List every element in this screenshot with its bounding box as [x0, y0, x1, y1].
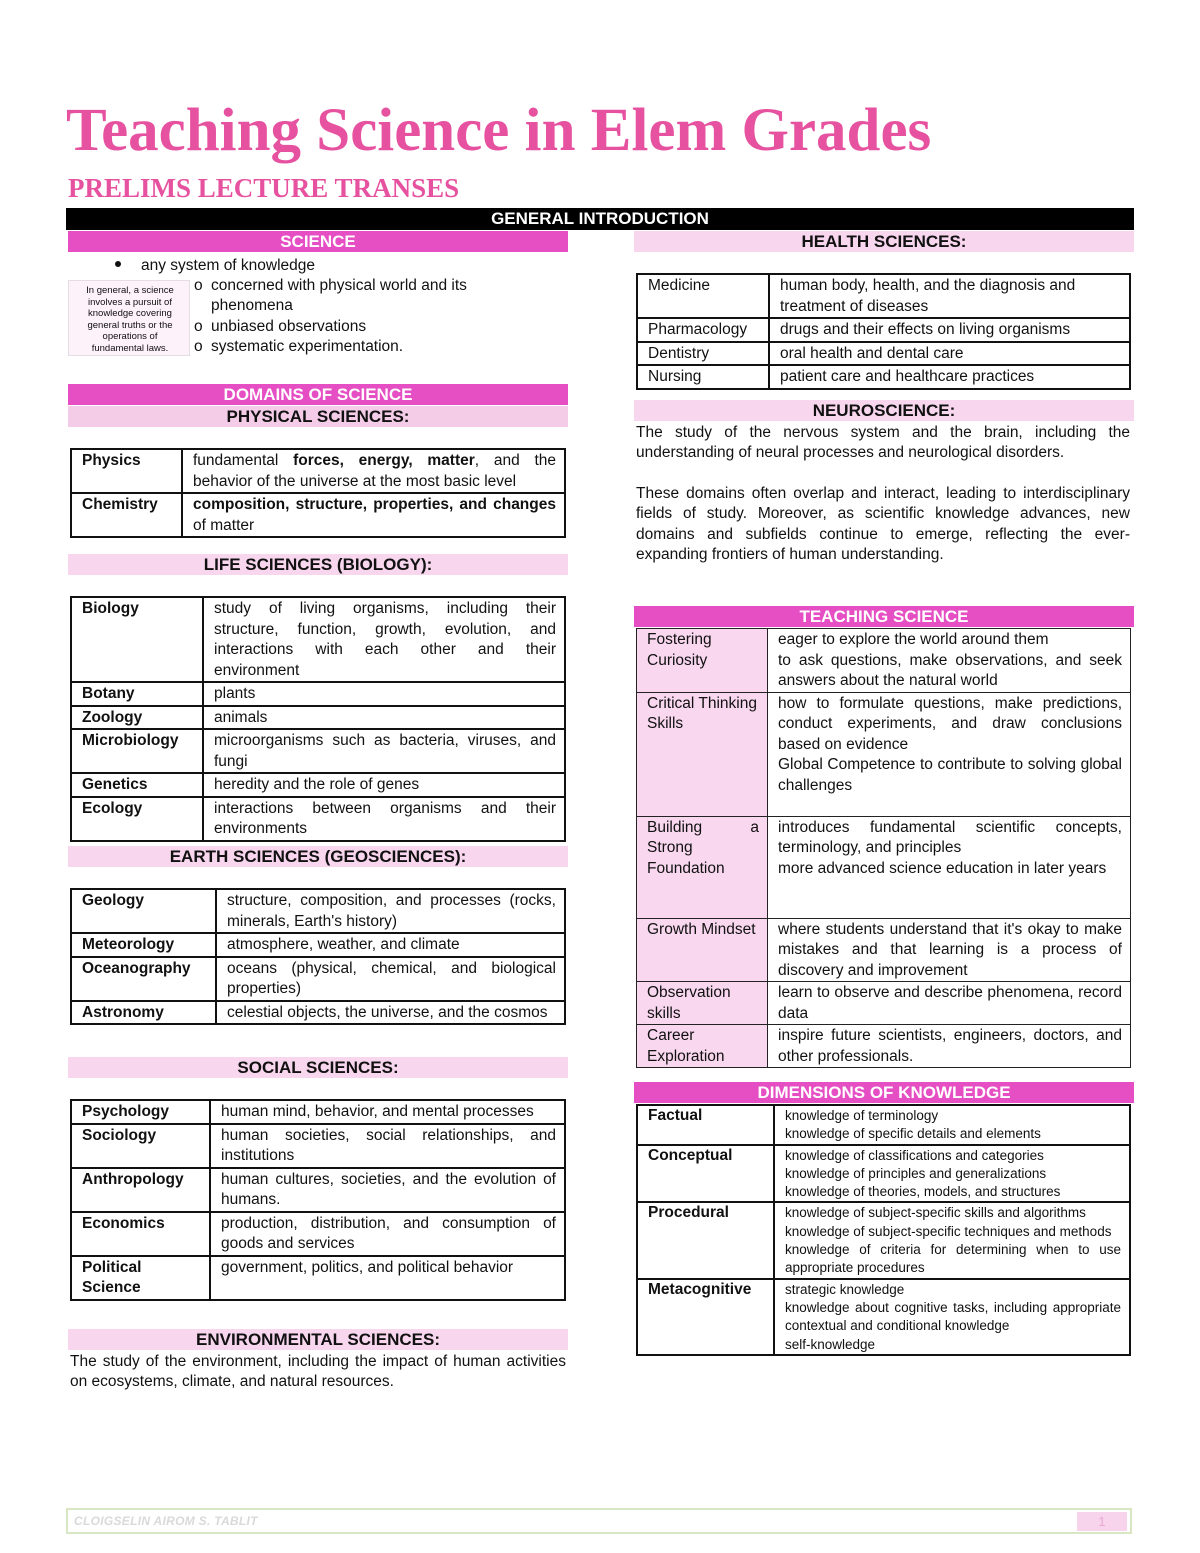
desc-cell: knowledge of terminology knowledge of specific details and elements — [774, 1105, 1130, 1145]
term-cell: Factual — [637, 1105, 774, 1145]
desc-cell: celestial objects, the universe, and the cosmos — [216, 1001, 565, 1025]
callout-line: involves a pursuit of — [88, 296, 172, 308]
general-introduction-bar: GENERAL INTRODUCTION — [66, 208, 1134, 230]
table-row — [637, 816, 1131, 918]
document-subtitle: PRELIMS LECTURE TRANSES — [68, 173, 460, 203]
table-row — [71, 1100, 565, 1124]
social-sciences-table — [70, 1099, 566, 1301]
table-row — [71, 1001, 565, 1025]
circle-bullet-icon: o — [194, 337, 203, 355]
desc-cell: atmosphere, weather, and climate — [216, 933, 565, 957]
neuroscience-header: NEUROSCIENCE: — [634, 400, 1134, 421]
term-cell: Dentistry — [637, 342, 769, 366]
desc-cell: eager to explore the world around them to ask questions, make observations, and seek answers about the natural world — [768, 629, 1131, 693]
desc-cell: microorganisms such as bacteria, viruses, and fungi — [203, 729, 565, 773]
table-row — [71, 957, 565, 1001]
desc-cell: drugs and their effects on living organisms — [769, 318, 1130, 342]
term-cell: Chemistry — [71, 493, 182, 537]
table-row — [637, 342, 1130, 366]
science-sub-item: o systematic experimentation. — [194, 337, 524, 357]
callout-line: knowledge covering — [88, 308, 172, 320]
term-cell: Genetics — [71, 773, 203, 797]
term-cell: Procedural — [637, 1202, 774, 1278]
term-cell: Ecology — [71, 797, 203, 841]
dimensions-table — [636, 1104, 1131, 1356]
desc-cell: human body, health, and the diagnosis and treatment of diseases — [769, 274, 1130, 318]
desc-cell: structure, composition, and processes (rocks, minerals, Earth's history) — [216, 889, 565, 933]
term-cell: Nursing — [637, 365, 769, 389]
desc-cell: fundamental forces, energy, matter, and the behavior of the universe at the most basic level — [182, 449, 565, 493]
circle-bullet-icon: o — [194, 277, 203, 294]
desc-cell: how to formulate questions, make predictions, conduct experiments, and draw conclusions based on evidence Global Competence to contribute to solving global challenges — [768, 692, 1131, 816]
science-bullet — [115, 256, 315, 276]
life-sciences-header: LIFE SCIENCES (BIOLOGY): — [68, 554, 568, 575]
term-cell: Critical Thinking Skills — [637, 692, 768, 816]
circle-bullet-icon: o — [194, 317, 203, 335]
table-row — [637, 982, 1131, 1025]
environmental-sciences-header: ENVIRONMENTAL SCIENCES: — [68, 1329, 568, 1350]
term-cell: Oceanography — [71, 957, 216, 1001]
physical-sciences-table — [70, 448, 566, 538]
term-cell: Medicine — [637, 274, 769, 318]
desc-cell: study of living organisms, including their structure, function, growth, evolution, and interactions with each other and their environment — [203, 597, 565, 682]
desc-cell: oceans (physical, chemical, and biological properties) — [216, 957, 565, 1001]
table-row — [637, 1145, 1130, 1203]
callout-line: operations of — [102, 331, 158, 343]
term-cell: Growth Mindset — [637, 918, 768, 982]
term-cell: Observation skills — [637, 982, 768, 1025]
term-cell: Botany — [71, 682, 203, 706]
page-number: 1 — [1077, 1512, 1127, 1531]
table-row — [71, 797, 565, 841]
domains-header: DOMAINS OF SCIENCE — [68, 384, 568, 405]
table-row — [71, 706, 565, 730]
callout-line: general truths or the — [87, 319, 173, 331]
bullet-dot-icon — [115, 261, 121, 267]
earth-sciences-table — [70, 888, 566, 1025]
callout-line: fundamental laws. — [91, 342, 169, 354]
desc-cell: plants — [203, 682, 565, 706]
callout-line: In general, a science — [86, 285, 174, 296]
term-cell: Psychology — [71, 1100, 210, 1124]
science-callout-box — [68, 280, 190, 356]
science-bullet-text: any system of knowledge — [141, 257, 316, 274]
desc-cell: heredity and the role of genes — [203, 773, 565, 797]
table-row — [71, 933, 565, 957]
desc-cell: production, distribution, and consumption of goods and services — [210, 1212, 565, 1256]
desc-cell: oral health and dental care — [769, 342, 1130, 366]
term-cell: Microbiology — [71, 729, 203, 773]
science-sub-item: o unbiased observations — [194, 317, 524, 337]
dimensions-header: DIMENSIONS OF KNOWLEDGE — [634, 1082, 1134, 1103]
table-row — [71, 729, 565, 773]
physical-sciences-header: PHYSICAL SCIENCES: — [68, 406, 568, 427]
table-row — [71, 1168, 565, 1212]
science-header: SCIENCE — [68, 231, 568, 252]
desc-cell: learn to observe and describe phenomena, record data — [768, 982, 1131, 1025]
table-row — [71, 1124, 565, 1168]
neuroscience-text: The study of the nervous system and the brain, including the understanding of neural processes and neurological disorders. — [636, 424, 1130, 462]
term-cell: Zoology — [71, 706, 203, 730]
desc-cell: knowledge of subject-specific skills and algorithms knowledge of subject-specific techniques and methods knowledge of criteria for determining when to use appropriate procedures — [774, 1202, 1130, 1278]
term-cell: Career Exploration — [637, 1025, 768, 1068]
table-row — [637, 274, 1130, 318]
term-cell: Anthropology — [71, 1168, 210, 1212]
term-cell: Pharmacology — [637, 318, 769, 342]
term-cell: Economics — [71, 1212, 210, 1256]
desc-cell: inspire future scientists, engineers, doctors, and other professionals. — [768, 1025, 1131, 1068]
table-row — [637, 918, 1131, 982]
term-cell: Building a Strong Foundation — [637, 816, 768, 918]
term-cell: Astronomy — [71, 1001, 216, 1025]
desc-cell: interactions between organisms and their environments — [203, 797, 565, 841]
desc-cell: knowledge of classifications and categories knowledge of principles and generalizations knowledge of theories, models, and structures — [774, 1145, 1130, 1203]
life-sciences-table — [70, 596, 566, 842]
table-row — [637, 1202, 1130, 1278]
table-row — [71, 682, 565, 706]
desc-cell: introduces fundamental scientific concepts, terminology, and principles more advanced science education in later years — [768, 816, 1131, 918]
environmental-sciences-text: The study of the environment, including the impact of human activities on ecosystems, climate, and natural resources. — [70, 1353, 566, 1391]
desc-cell: human societies, social relationships, and institutions — [210, 1124, 565, 1168]
desc-cell: where students understand that it's okay to make mistakes and that learning is a process of discovery and improvement — [768, 918, 1131, 982]
term-cell: Physics — [71, 449, 182, 493]
desc-cell: animals — [203, 706, 565, 730]
table-row — [71, 1212, 565, 1256]
teaching-science-header: TEACHING SCIENCE — [634, 606, 1134, 627]
desc-cell: human cultures, societies, and the evolution of humans. — [210, 1168, 565, 1212]
term-cell: Conceptual — [637, 1145, 774, 1203]
term-cell: Meteorology — [71, 933, 216, 957]
table-row — [637, 318, 1130, 342]
science-sub-item: o concerned with physical world and its phenomena — [194, 277, 467, 315]
teaching-science-table — [636, 628, 1131, 1068]
table-row — [637, 365, 1130, 389]
table-row — [71, 597, 565, 682]
page-footer — [66, 1508, 1132, 1534]
term-cell: Metacognitive — [637, 1279, 774, 1355]
health-sciences-table — [636, 273, 1131, 390]
term-cell: Sociology — [71, 1124, 210, 1168]
table-row — [71, 449, 565, 493]
desc-cell: composition, structure, properties, and changes of matter — [182, 493, 565, 537]
table-row — [71, 1256, 565, 1300]
document-title: Teaching Science in Elem Grades — [66, 97, 932, 164]
term-cell: Fostering Curiosity — [637, 629, 768, 693]
earth-sciences-header: EARTH SCIENCES (GEOSCIENCES): — [68, 846, 568, 867]
social-sciences-header: SOCIAL SCIENCES: — [68, 1057, 568, 1078]
table-row — [71, 773, 565, 797]
footer-author: CLOIGSELIN AIROM S. TABLIT — [74, 1514, 258, 1528]
domains-overlap-text: These domains often overlap and interact, leading to interdisciplinary fields of study. Moreover, as scientific knowledge advances, new domains and subfields continue to emerge, reflecting the ever-expanding frontiers of human understanding. — [636, 485, 1130, 563]
table-row — [71, 493, 565, 537]
desc-cell: government, politics, and political behavior — [210, 1256, 565, 1300]
term-cell: Political Science — [71, 1256, 210, 1300]
table-row — [637, 692, 1131, 816]
table-row — [637, 629, 1131, 693]
term-cell: Biology — [71, 597, 203, 682]
science-sub-list — [194, 276, 524, 357]
table-row — [71, 889, 565, 933]
desc-cell: human mind, behavior, and mental processes — [210, 1100, 565, 1124]
table-row — [637, 1279, 1130, 1355]
desc-cell: patient care and healthcare practices — [769, 365, 1130, 389]
health-sciences-header: HEALTH SCIENCES: — [634, 231, 1134, 252]
table-row — [637, 1105, 1130, 1145]
term-cell: Geology — [71, 889, 216, 933]
desc-cell: strategic knowledge knowledge about cognitive tasks, including appropriate contextual and conditional knowledge self-knowledge — [774, 1279, 1130, 1355]
table-row — [637, 1025, 1131, 1068]
